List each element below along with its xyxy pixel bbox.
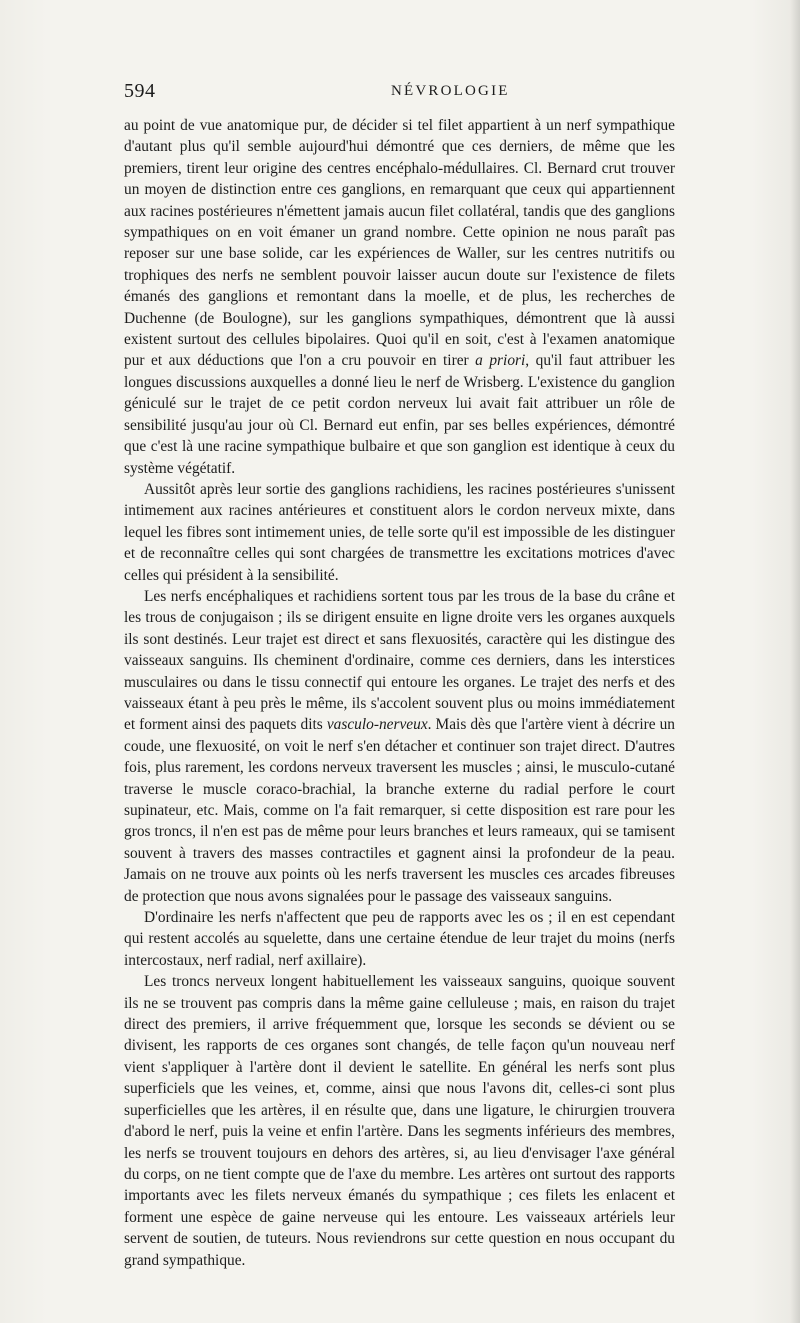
paragraph-text: . Mais dès que l'artère vient à décrire un coude, une flexuosité, on voit le nerf s'en détacher et continuer son trajet direct. D'autres fois, plus rarement, les cordons nerveux traversent les muscles ; ainsi, le musculo-cutané traverse le muscle coraco-brachial, la branche externe du radial perfore le court supinateur, etc. Mais, comme on l'a fait remarquer, si cette disposition est rare pour les gros troncs, il n'en est pas de même pour leurs branches et leurs rameaux, qui se tamisent souvent à travers des masses contractiles et gagnent ainsi la profondeur de la peau. Jamais on ne trouve aux points où les nerfs traversent les muscles ces arcades fibreuses de protection que nous avons signalées pour le passage des vaisseaux sanguins. <box>124 716 675 905</box>
paragraph-text: , qu'il faut attribuer les longues discussions auxquelles a donné lieu le nerf de Wrisberg. L'existence du ganglion géniculé sur le trajet de ce petit cordon nerveux lui avait fait attribuer un rôle de sensibilité jusqu'au jour où Cl. Bernard eut enfin, par ses belles expériences, démontré que c'est là une racine sympathique bulbaire et que son ganglion est identique à ceux du système végétatif. <box>124 352 676 477</box>
body-text <box>124 115 675 1271</box>
paragraph-text: au point de vue anatomique pur, de décider si tel filet appartient à un nerf sympathique d'autant plus qu'il semble aujourd'hui démontré que ces derniers, de même que les premiers, tirent leur origine des centres encéphalo-médullaires. Cl. Bernard crut trouver un moyen de distinction entre ces ganglions, en remarquant que ceux qui appartiennent aux racines postérieures n'émettent jamais aucun filet collatéral, tandis que des ganglions sympathiques on en voit émaner un grand nombre. Cette opinion ne nous paraît pas reposer sur une base solide, car les expériences de Waller, sur les centres nutritifs ou trophiques des nerfs ne semblent pouvoir laisser aucun doute sur l'existence de filets émanés des ganglions et remontant dans la moelle, et de plus, les recherches de Duchenne (de Boulogne), sur les ganglions sympathiques, démontrent que là aussi existent surtout des cellules bipolaires. Quoi qu'il en soit, c'est à l'examen anatomique pur et aux déductions que l'on a cru pouvoir en tirer <box>124 117 675 370</box>
paragraph-text: Les troncs nerveux longent habituellement les vaisseaux sanguins, quoique souvent ils ne se trouvent pas compris dans la même gaine celluleuse ; mais, en raison du trajet direct des premiers, il arrive fréquemment que, lorsque les seconds se dévient ou se divisent, les rapports de ces organes sont changés, de telle façon qu'un nouveau nerf vient s'appliquer à l'artère dont il devient le satellite. En général les nerfs sont plus superficiels que les veines, et, comme, ainsi que nous l'avons dit, celles-ci sont plus superficielles que les artères, il en résulte que, dans une ligature, le chirurgien trouvera d'abord le nerf, puis la veine et enfin l'artère. Dans les segments inférieurs des membres, les nerfs se trouvent toujours en dehors des artères, si, au lieu d'envisager l'axe général du corps, on ne tient compte que de l'axe du membre. Les artères ont surtout des rapports importants avec les filets nerveux émanés du sympathique ; ces filets les enlacent et forment une espèce de gaine nerveuse qui les entoure. Les vaisseaux artériels leur servent de soutien, de tuteurs. Nous reviendrons sur cette question en nous occupant du grand sympathique. <box>124 973 675 1269</box>
italic-phrase: a priori <box>475 352 526 370</box>
paragraph-3 <box>124 586 675 907</box>
paragraph-text: D'ordinaire les nerfs n'affectent que peu de rapports avec les os ; il en est cependant qui restent accolés au squelette, dans une certaine étendue de leur trajet du moins (nerfs intercostaux, nerf radial, nerf axillaire). <box>124 909 675 969</box>
italic-phrase: vasculo-nerveux <box>326 716 428 734</box>
paragraph-text: Aussitôt après leur sortie des ganglions rachidiens, les racines postérieures s'unissent intimement aux racines antérieures et constituent alors le cordon nerveux mixte, dans lequel les fibres sont intimement unies, de telle sorte qu'il est impossible de les distinguer et de reconnaître celles qui sont chargées de transmettre les excitations motrices d'avec celles qui président à la sensibilité. <box>124 480 675 584</box>
running-head: NÉVROLOGIE <box>391 83 510 99</box>
page-header <box>124 80 674 108</box>
page-edge-shadow <box>790 0 800 1323</box>
paragraph-4 <box>124 907 675 971</box>
paragraph-5 <box>124 971 675 1271</box>
page-number: 594 <box>124 80 156 102</box>
paragraph-text: Les nerfs encéphaliques et rachidiens sortent tous par les trous de la base du crâne et les trous de conjugaison ; ils se dirigent ensuite en ligne droite vers les organes auxquels ils sont destinés. Leur trajet est direct et sans flexuosités, caractère qui les distingue des vaisseaux sanguins. Ils cheminent d'ordinaire, comme ces derniers, dans les interstices musculaires ou dans le tissu connectif qui entoure les organes. Le trajet des nerfs et des vaisseaux étant à peu près le même, ils s'accolent souvent plus ou moins immédiatement et forment ainsi des paquets dits <box>124 587 675 734</box>
paragraph-2 <box>124 479 675 586</box>
paragraph-1 <box>124 115 675 479</box>
